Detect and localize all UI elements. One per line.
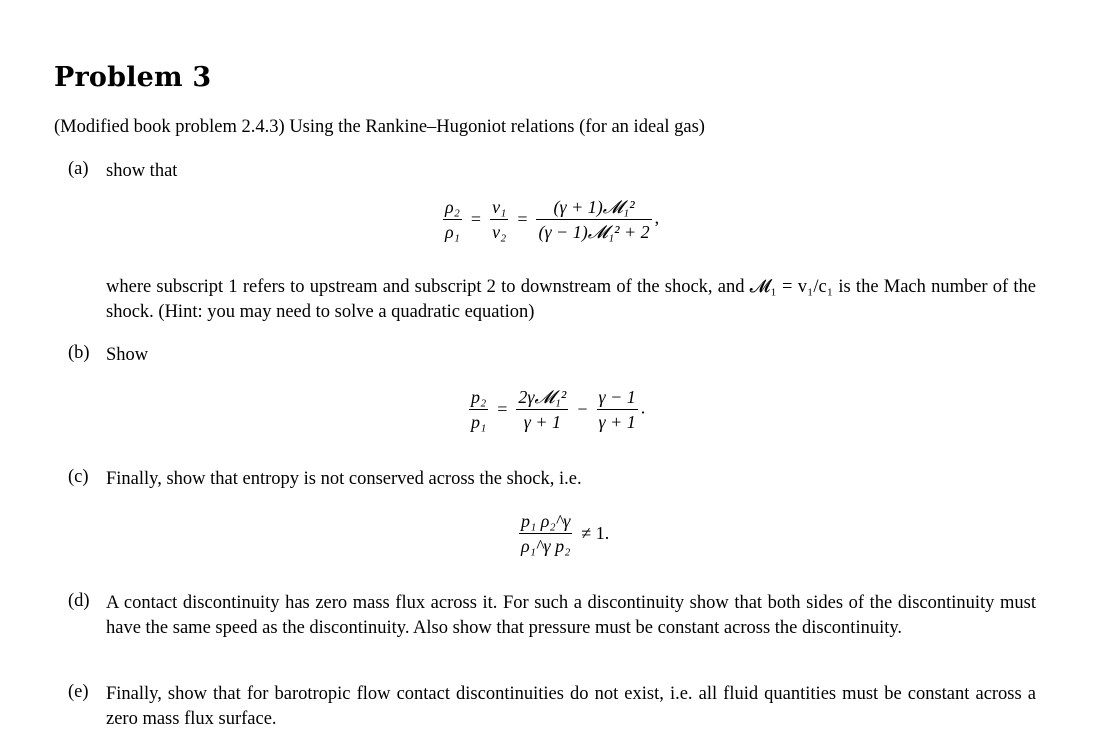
equation-density-ratio [440, 196, 659, 243]
part-b-text: Show [106, 345, 149, 365]
part-c-text: Finally, show that entropy is not conserved across the shock, i.e. [106, 469, 582, 489]
part-e-text: Finally, show that for barotropic flow contact discontinuities do not exist, i.e. all fluid quantities must be constant across a zero mass flux surface. [106, 684, 1036, 729]
fraction-numerator: 2γ𝓜₁² [516, 386, 568, 410]
equation-pressure-ratio [466, 386, 645, 433]
fraction-denominator: ρ₁^γ p₂ [521, 536, 571, 556]
fraction-numerator: (γ + 1)𝓜₁² [536, 196, 651, 220]
fraction-v [490, 196, 508, 243]
fraction-numerator: p₂ [469, 386, 488, 410]
part-d-label: (d) [68, 591, 90, 611]
fraction-rho [443, 196, 462, 243]
fraction-numerator: p₁ ρ₂^γ [519, 510, 572, 534]
fraction-numerator: ρ₂ [443, 196, 462, 220]
part-d-text: A contact discontinuity has zero mass flux across it. For such a discontinuity show that both sides of the discontinuity must have the same speed as the discontinuity. Also show that pressure must be constant across the discontinuity. [106, 593, 1036, 638]
fraction-denominator: ρ₁ [445, 222, 460, 242]
part-a-label: (a) [68, 159, 89, 179]
fraction-denominator: γ + 1 [598, 412, 636, 432]
fraction-mach [536, 196, 651, 243]
part-a-after-text: where subscript 1 refers to upstream and subscript 2 to downstream of the shock, and 𝓜₁ = v₁/c₁ is the Mach number of the shock. (Hint: you may need to solve a quadratic equation) [106, 277, 1036, 322]
fraction-p [469, 386, 488, 433]
problem-intro: (Modified book problem 2.4.3) Using the Rankine–Hugoniot relations (for an ideal gas) [54, 117, 705, 137]
fraction-term2 [597, 386, 638, 433]
not-equal-relation: ≠ 1. [581, 523, 610, 543]
fraction-numerator: γ − 1 [597, 386, 638, 410]
fraction-entropy [519, 510, 572, 557]
fraction-denominator: v₂ [492, 222, 507, 242]
equals-sign: = [470, 209, 482, 229]
page-title: Problem 3 [54, 62, 212, 93]
equals-sign: = [517, 209, 528, 229]
equation-trailing-punct: , [654, 207, 660, 228]
part-e-label: (e) [68, 682, 89, 702]
part-b-label: (b) [68, 343, 90, 363]
equation-entropy [516, 510, 615, 557]
fraction-term1 [516, 386, 568, 433]
fraction-denominator: (γ − 1)𝓜₁² + 2 [538, 222, 650, 242]
fraction-denominator: γ + 1 [523, 412, 561, 432]
fraction-denominator: p₁ [471, 412, 487, 432]
minus-sign: − [577, 399, 588, 419]
fraction-numerator: v₁ [490, 196, 508, 220]
equals-sign: = [497, 399, 508, 419]
part-c-label: (c) [68, 467, 89, 487]
equation-trailing-punct: . [640, 397, 646, 418]
part-a-text: show that [106, 161, 178, 181]
